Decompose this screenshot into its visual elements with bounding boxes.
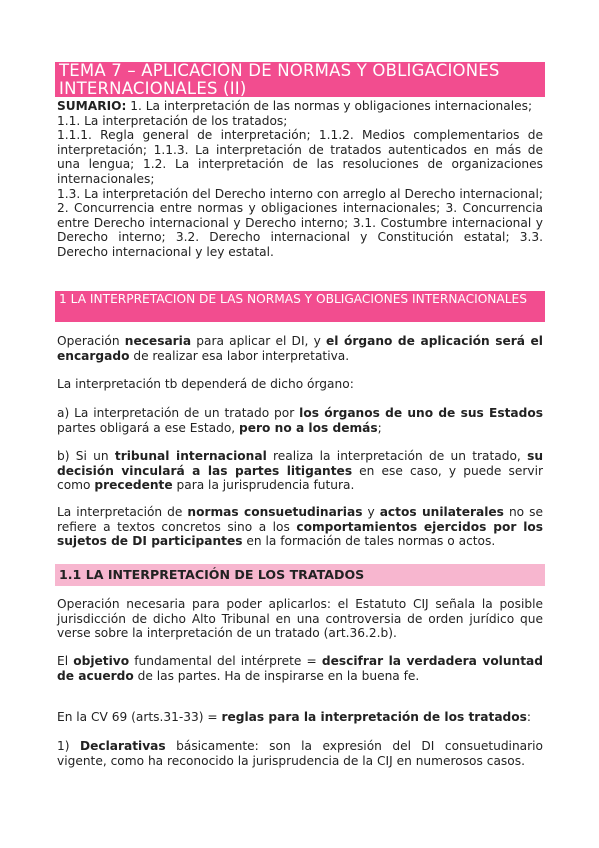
text-run: El xyxy=(57,654,74,668)
text-run: de las partes. Ha de inspirarse en la buena fe. xyxy=(133,668,420,683)
section-1-heading: 1 LA INTERPRETACION DE LAS NORMAS Y OBLIGACIONES INTERNACIONALES xyxy=(59,292,527,306)
s1-paragraph-4 xyxy=(57,449,543,493)
text-run: En la CV 69 (arts.31-33) = xyxy=(57,710,222,724)
s1-paragraph-2: La interpretación tb dependerá de dicho órgano: xyxy=(57,377,354,391)
text-run: partes obligará a ese Estado, xyxy=(57,420,240,435)
text-run: para aplicar el DI, y xyxy=(191,334,326,348)
text-run: de realizar esa labor interpretativa. xyxy=(129,348,350,363)
bold-run: su decisión vinculará a las partes litigantes xyxy=(57,449,544,478)
summary-line-1 xyxy=(57,99,543,114)
summary-label: SUMARIO: xyxy=(57,99,127,113)
summary-line-3: 1.1.1. Regla general de interpretación; 1.1.2. Medios complementarios de interpretación; 1.1.3. La interpretación de tratados autenticados en más de una lengua; 1.2. La interpretación de las resoluciones de organizaciones internacionales; xyxy=(57,128,543,186)
text-run: fundamental del intérprete = xyxy=(129,654,322,668)
text-run: a) La interpretación de un tratado por xyxy=(57,406,300,420)
bold-run: precedente xyxy=(94,478,173,493)
text-run: ; xyxy=(377,420,382,435)
text-run: para la jurisprudencia futura. xyxy=(172,478,355,493)
bold-run: descifrar la verdadera voluntad de acuerdo xyxy=(57,654,543,683)
page-title: TEMA 7 – APLICACIÓN DE NORMAS Y OBLIGACIONES INTERNACIONALES (II) xyxy=(59,61,500,98)
bold-run: normas consuetudinarias xyxy=(187,505,363,519)
s2-paragraph-2 xyxy=(57,654,543,683)
text-run: no se refiere a textos concretos sino a los xyxy=(57,505,543,534)
bold-run: tribunal internacional xyxy=(114,449,267,463)
bold-run: pero no a los demás xyxy=(239,420,378,435)
bold-run: objetivo xyxy=(73,654,130,668)
text-run: y xyxy=(362,505,380,519)
text-run: La interpretación de xyxy=(57,505,188,519)
summary-text-1: 1. La interpretación de las normas y obligaciones internacionales; xyxy=(126,99,533,113)
text-run: realiza la interpretación de un tratado, xyxy=(266,449,528,463)
s2-paragraph-3 xyxy=(57,710,543,725)
summary-block xyxy=(57,99,543,260)
bold-run: necesaria xyxy=(124,334,192,348)
bold-run: comportamientos ejercidos por los sujetos de DI participantes xyxy=(57,519,544,549)
bold-run: los órganos de uno de sus Estados xyxy=(299,406,543,420)
s2-paragraph-1: Operación necesaria para poder aplicarlos: el Estatuto CIJ señala la posible jurisdicción de dicho Alto Tribunal en una controversia de orden jurídico que verse sobre la interpretación de un tratado (art.36.2.b). xyxy=(57,597,543,641)
section-2-heading: 1.1 LA INTERPRETACIÓN DE LOS TRATADOS xyxy=(59,567,365,582)
bold-run: el órgano de aplicación será el encargado xyxy=(57,334,543,363)
text-run: en la formación de tales normas o actos. xyxy=(242,534,496,549)
text-run: : xyxy=(526,710,532,724)
bold-run: actos unilaterales xyxy=(379,505,504,519)
text-run: 1) xyxy=(57,739,80,753)
text-run: Operación xyxy=(57,334,125,348)
summary-line-2: 1.1. La interpretación de los tratados; xyxy=(57,113,288,128)
summary-line-4: 1.3. La interpretación del Derecho interno con arreglo al Derecho internacional; 2. Concurrencia entre normas y obligaciones internacionales; 3. Concurrencia entre Derecho internacional y Derecho interno; 3.1. Costumbre internacional y Derecho interno; 3.2. Derecho internacional y Constitución estatal; 3.3. Derecho internacional y ley estatal. xyxy=(57,186,543,259)
s2-paragraph-4 xyxy=(57,739,543,768)
text-run: básicamente: son la expresión del DI consuetudinario vigente, como ha reconocido la jurisprudencia de la CIJ en numerosos casos. xyxy=(57,739,543,768)
s1-paragraph-5 xyxy=(57,505,543,549)
s1-paragraph-1 xyxy=(57,334,543,363)
text-run: en ese caso, y puede servir como xyxy=(57,463,543,493)
bold-run: reglas para la interpretación de los tratados xyxy=(221,710,527,724)
text-run: b) Si un xyxy=(57,449,115,463)
s1-paragraph-3 xyxy=(57,406,543,435)
bold-run: Declarativas xyxy=(79,739,166,753)
